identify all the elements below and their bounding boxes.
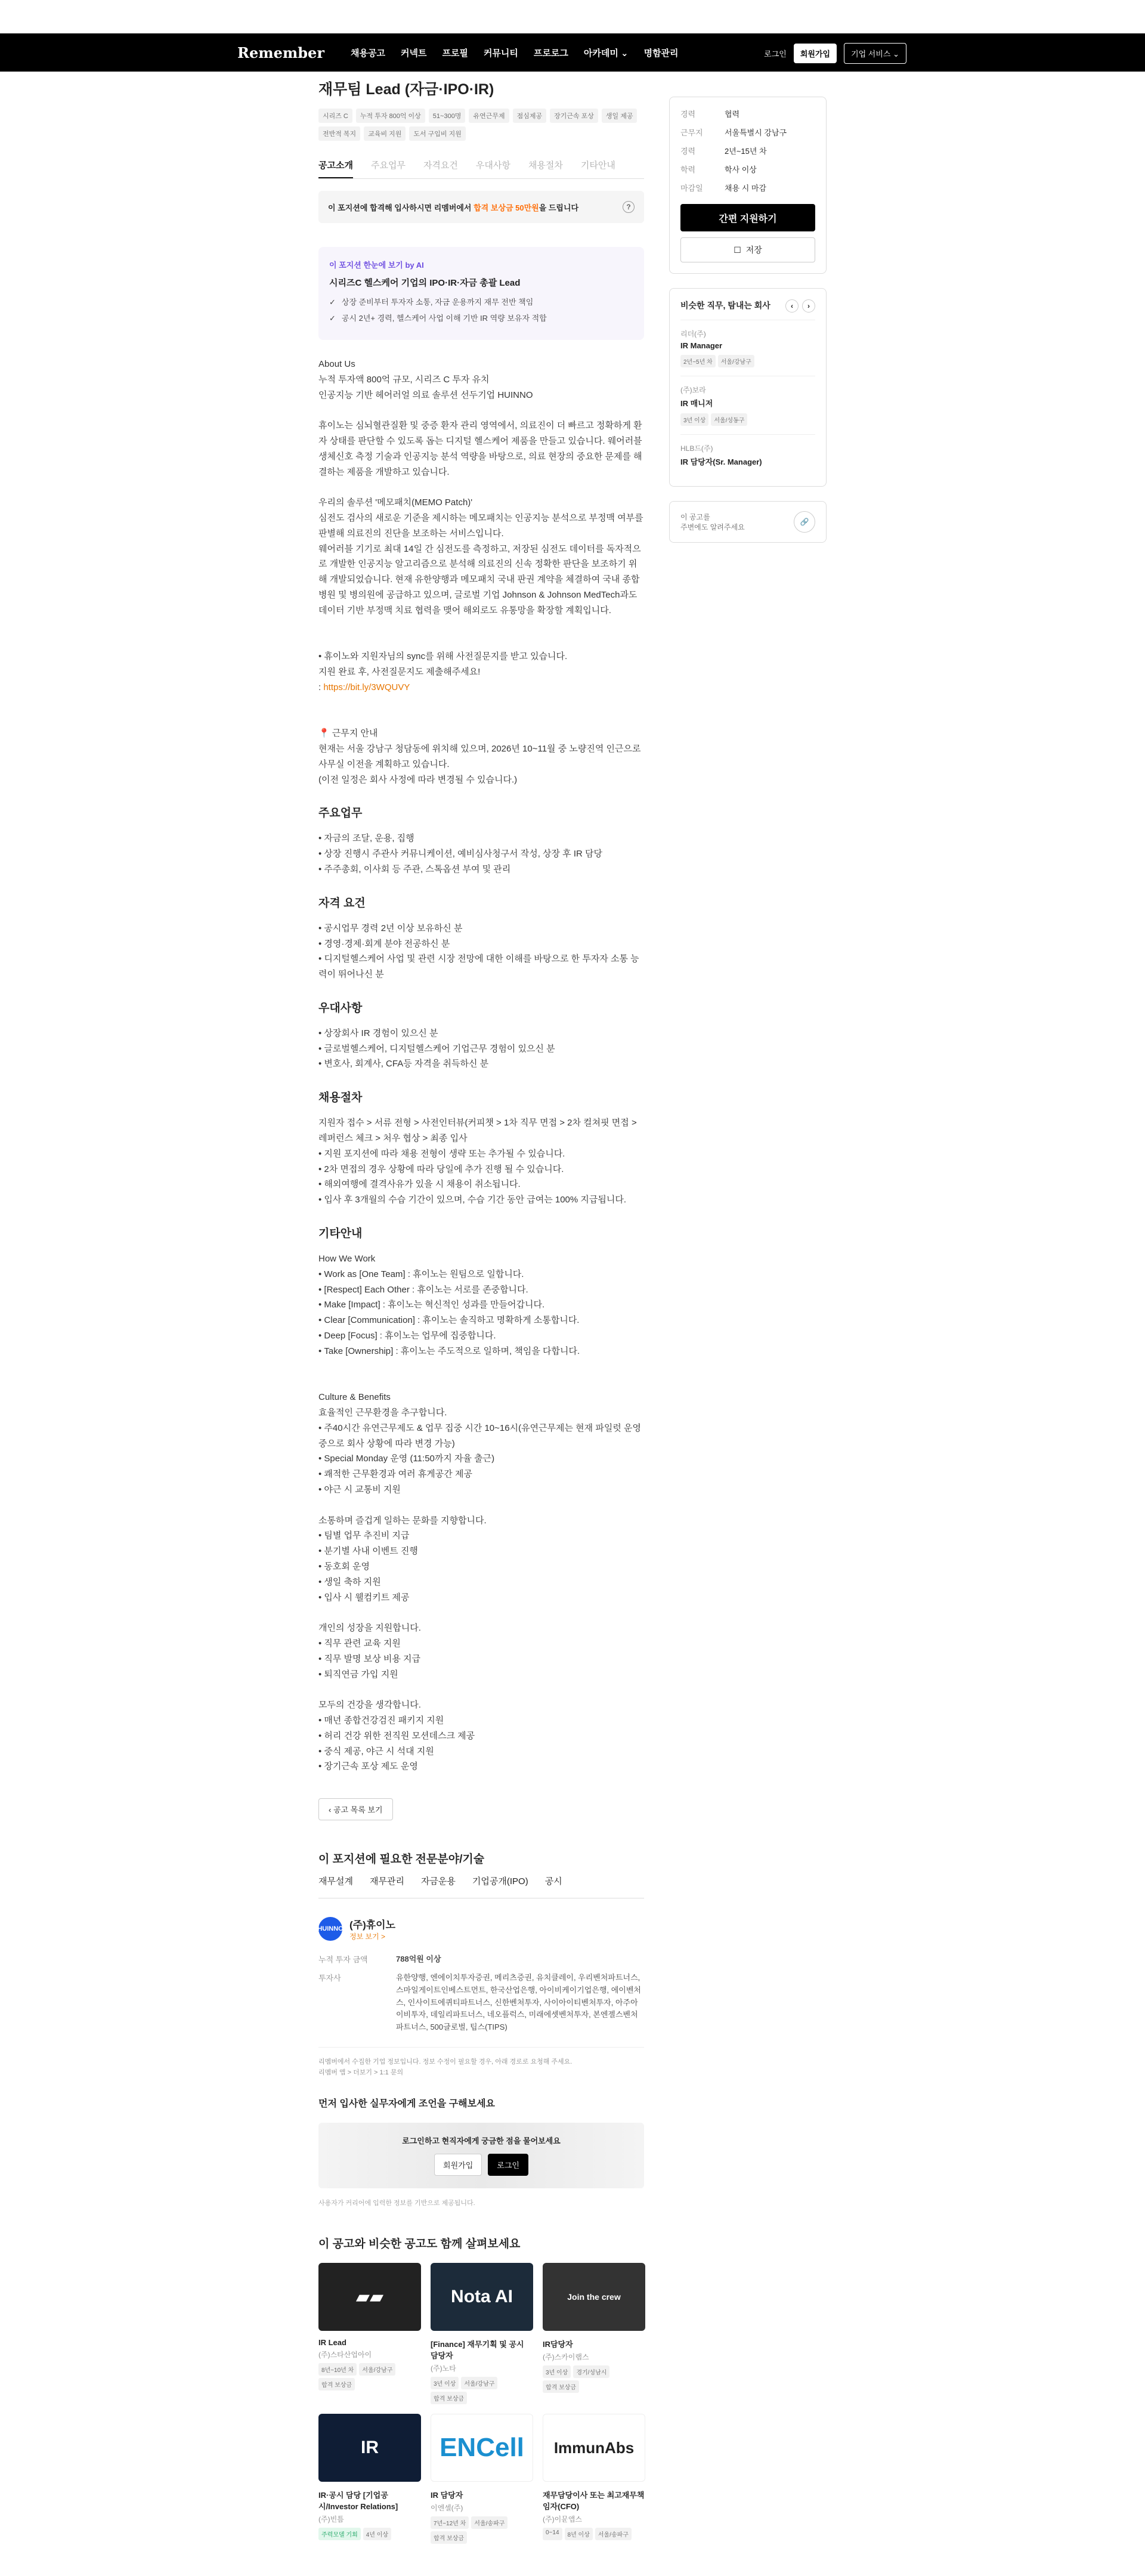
- job-card-title: [Finance] 재무기획 및 공시 담당자: [431, 2340, 524, 2361]
- tab-duties[interactable]: 주요업무: [370, 160, 406, 171]
- invest-label: 누적 투자 금액: [318, 1955, 368, 1965]
- duties-list: • 자금의 조달, 운용, 집행 • 상장 진행시 주관사 커뮤니케이션, 예비심사청구서 작성, 상장 후 IR 담당 • 주주총회, 이사회 등 주관, 스톡옵션 부여 및 관리: [318, 833, 602, 874]
- tag: 전반적 복지: [318, 126, 360, 141]
- job-card-title: IR·공시 담당 [기업공시/Investor Relations]: [318, 2491, 398, 2512]
- back-to-list-button[interactable]: ‹ 공고 목록 보기: [318, 1798, 393, 1820]
- help-icon[interactable]: ?: [623, 201, 635, 213]
- tab-intro[interactable]: 공고소개: [318, 159, 353, 178]
- company-logo: HUINNO: [318, 1917, 342, 1941]
- ai-point: ✓ 공시 2년+ 경력, 헬스케어 사업 이해 기반 IR 역량 보유자 적합: [329, 312, 633, 323]
- job-card-title: IR Lead: [318, 2338, 346, 2348]
- similar-company-item[interactable]: [680, 434, 815, 475]
- share-box: [669, 501, 827, 543]
- signup-button[interactable]: 회원가입: [794, 44, 837, 63]
- nav-profile[interactable]: 프로필: [442, 48, 468, 58]
- ai-summary: [318, 247, 644, 340]
- job-card-company: (주)노타: [431, 2364, 456, 2373]
- advice-signup-button[interactable]: 회원가입: [434, 2154, 482, 2176]
- job-card[interactable]: [318, 2263, 421, 2404]
- job-card-tag: 합격 보상금: [543, 2380, 579, 2393]
- nav-connect[interactable]: 커넥트: [400, 48, 427, 58]
- company-name[interactable]: (주)휴이노: [349, 1919, 396, 1931]
- job-card-tag: 경기/성남시: [573, 2365, 609, 2378]
- similar-job-title: IR 매니저: [680, 399, 713, 408]
- job-card-image: ImmunAbs: [543, 2414, 645, 2482]
- bonus-amount: 합격 보상금 50만원: [474, 203, 539, 212]
- tab-qualifications[interactable]: 자격요건: [423, 160, 458, 171]
- skills-heading: 이 포지션에 필요한 전문분야/기술: [318, 1853, 485, 1866]
- job-card-tag: 합격 보상금: [431, 2392, 467, 2404]
- info-label: 경력: [680, 147, 696, 156]
- invest-value: 788억원 이상: [396, 1955, 441, 1964]
- ai-summary-heading: 이 포지션 한눈에 보기 by AI: [329, 261, 424, 270]
- similar-jobs-heading: 이 공고와 비슷한 공고도 함께 살펴보세요: [318, 2238, 521, 2251]
- page-title: 재무팀 Lead (자금·IPO·IR): [318, 81, 494, 98]
- save-button[interactable]: [680, 237, 815, 262]
- similar-job-tag: 서울/강남구: [718, 355, 754, 367]
- job-card-company: (주)스카이랩스: [543, 2353, 589, 2362]
- job-card-tag: 3년 이상: [431, 2377, 459, 2389]
- job-card-tag: 0~14: [543, 2528, 562, 2540]
- info-label: 학력: [680, 165, 696, 174]
- job-card-tag: 8년 이상: [565, 2528, 593, 2540]
- job-intro: [318, 357, 644, 787]
- similar-company: (주)보라: [680, 386, 706, 394]
- tab-preferences[interactable]: 우대사항: [475, 160, 510, 171]
- job-card-image: ▰▰: [318, 2263, 421, 2331]
- prefs-heading: 우대사항: [318, 1001, 363, 1015]
- job-card-title: IR 담당자: [431, 2491, 463, 2500]
- remember-logo[interactable]: Remember: [237, 44, 324, 61]
- job-tags: [318, 109, 644, 141]
- process-list: 지원자 접수 > 서류 전형 > 사전인터뷰(커피챗 > 1차 직무 면접 > 2차 컬쳐핏 면접 > 레퍼런스 체크 > 처우 협상 > 최종 입사 • 지원 포지션에 따라 채용 전형이 생략 또는 추가될 수 있습니다. • 2차 면접의 경우 상황에 따라 당일에 추가 진행 될 수 있습니다. • 해외여행에 결격사유가 있을 시 채용이 취소됩니다. • 입사 후 3개월의 수습 기간이 있으며, 수습 기간 동안 급여는 100% 지급됩니다.: [318, 1118, 637, 1205]
- bonus-text-end: 을 드립니다: [539, 203, 579, 212]
- skills-list: [318, 1875, 644, 1898]
- job-card-tag: 서울/강남구: [359, 2363, 395, 2376]
- share-text: 이 공고를 주변에도 알려주세요: [680, 513, 745, 531]
- tag: 51~300명: [429, 109, 466, 123]
- job-card-company: 이엔셀(주): [431, 2504, 463, 2513]
- similar-companies-box: [669, 288, 827, 487]
- tag: 도서 구입비 지원: [409, 126, 466, 141]
- job-main: [318, 78, 644, 2544]
- tab-process[interactable]: 채용절차: [528, 160, 563, 171]
- etc-list: How We Work • Work as [One Team] : 휴이노는 원팀으로 일합니다. • [Respect] Each Other : 휴이노는 서로를 존중합니다. • Make [Impact] : 휴이노는 혁신적인 성과를 만들어갑니다. • Clear [Communication] : 휴이노는 솔직하고 명확하게 소통합니다. • Deep [Focus] : 휴이노는 업무에 집중합니다. • Take [Ownership] : 휴이노는 주도적으로 일하며, 책임을 다합니다. Culture & Benefits 효율적인 근무환경을 추구합니다. • 주40시간 유연근무제도 & 업무 집중 시간 10~16시(유연근무제는 현재 파일럿 운영중으로 회사 상황에 따라 변경 가능) • Special Monday 운영 (11:50까지 자율 출근) • 쾌적한 근무환경과 여러 휴게공간 제공 • 야근 시 교통비 지원 소통하며 즐겁게 일하는 문화를 지향합니다. • 팀별 업무 추진비 지급 • 분기별 사내 이벤트 진행 • 동호회 운영 • 생일 축하 지원 • 입사 시 웰컴키트 제공 개인의 성장을 지원합니다. • 직무 관련 교육 지원 • 직무 발명 보상 비용 지급 • 퇴직연금 가입 지원 모두의 건강을 생각합니다. • 매년 종합건강검진 패키지 지원 • 허리 건강 위한 전직원 모션데스크 제공 • 중식 제공, 야근 시 석대 지원 • 장기근속 포상 제도 운영: [318, 1254, 641, 1772]
- similar-job-tag: 서울/성동구: [711, 413, 747, 426]
- questionnaire-link[interactable]: https://bit.ly/3WQUVY: [323, 682, 410, 692]
- similar-companies-title: 비슷한 직무, 탐내는 회사: [680, 301, 770, 310]
- tag: 유연근무제: [469, 109, 509, 123]
- info-label: 마감일: [680, 184, 703, 193]
- company-card: [318, 1916, 644, 2078]
- ai-point: ✓ 상장 준비부터 투자자 소통, 자금 운용까지 재무 전반 책임: [329, 296, 633, 307]
- job-card-tag: 서울/강남구: [461, 2377, 497, 2389]
- bookmark-icon: ☐: [734, 245, 741, 255]
- similar-company: 리더(주): [680, 330, 706, 338]
- advice-message: 로그인하고 현직자에게 궁금한 점을 물어보세요: [402, 2136, 561, 2146]
- intro-text: About Us 누적 투자액 800억 규모, 시리즈 C 투자 유치 인공지능 기반 헤어러얼 의료 솔루션 선두기업 HUINNO 휴이노는 심뇌혈관질환 및 중증 환자 관리 영역에서, 의료진이 더 빠르고 정확하게 환자 상태를 판단할 수 있도록 돕는 디지털 헬스케어 제품을 만들고 있습니다. 웨어러블 생체신호 측정 기술과 인공지능 분석 역량을 바탕으로, 의료 현장의 중요한 문제를 해결하는 제품을 개발하고 있습니다. 우리의 솔루션 '메모패치(MEMO Patch)' 심전도 검사의 새로운 기준을 제시하는 메모패치는 인공지능 분석으로 부정맥 여부를 판별해 의료진의 진단을 보조하는 서비스입니다. 웨어러블 기기로 최대 14일 간 심전도를 측정하고, 저장된 심전도 데이터를 독자적으로 개발한 인공지능 알고리즘으로 분석해 의료진의 신속 정확한 판단을 보조하기 위해 개발되었습니다. 현재 유한양행과 메모패치 국내 판권 계약을 체결하여 국내 종합병원 및 병의원에 공급하고 있으며, 글로벌 기업 Johnson & Johnson MedTech과도 데이터 기반 부정맥 치료 협력을 맺어 해외로도 유통망을 확장할 계획입니다. • 휴이노와 지원자님의 sync를 위해 사전질문지를 받고 있습니다. 지원 완료 후, 사전질문지도 제출해주세요! :: [318, 359, 643, 692]
- info-value: 서울특별시 강남구: [725, 128, 787, 137]
- company-more-link[interactable]: 정보 보기 >: [349, 1932, 386, 1941]
- info-value: 협력: [725, 110, 740, 119]
- investor-label: 투자사: [318, 1973, 341, 1983]
- login-link[interactable]: 로그인: [764, 50, 787, 58]
- process-heading: 채용절차: [318, 1091, 363, 1105]
- tag: 점심제공: [513, 109, 547, 123]
- similar-job-tag: 3년 이상: [680, 413, 708, 426]
- job-card[interactable]: [431, 2414, 533, 2544]
- job-card-image: ENCell: [431, 2414, 533, 2482]
- similar-company-item[interactable]: [680, 376, 815, 434]
- info-value: 채용 시 마감: [725, 184, 767, 193]
- advice-note: 사용자가 커리어에 입력한 정보를 기반으로 제공됩니다.: [318, 2200, 475, 2207]
- nav-prolog[interactable]: 프로로그: [533, 48, 568, 58]
- tag: 시리즈 C: [318, 109, 352, 123]
- main-nav: [351, 33, 679, 72]
- etc-heading: 기타안내: [318, 1227, 363, 1241]
- job-card-tag: 서울/송파구: [595, 2528, 632, 2540]
- job-card-tag: 합격 보상금: [431, 2531, 467, 2544]
- job-card-tag: 4년 이상: [363, 2528, 391, 2540]
- job-card-company: (주)빈틈: [318, 2515, 344, 2524]
- company-note: 리멤버에서 수집한 기업 정보입니다. 정보 수정이 필요할 경우, 아래 경로로 요청해 주세요. 리멤버 앱 > 더보기 > 1:1 문의: [318, 2047, 644, 2078]
- location-text: 📍 근무지 안내 현재는 서울 강남구 청담동에 위치해 있으며, 2026년 10~11월 중 노량진역 인근으로 사무실 이전을 계획하고 있습니다. (이전 일정은 회사 사정에 따라 변경될 수 있습니다.): [318, 728, 641, 785]
- job-card-tag: 서울/송파구: [471, 2516, 507, 2529]
- similar-job-title: IR 담당자(Sr. Manager): [680, 457, 762, 466]
- bonus-text: 이 포지션에 합격해 입사하시면 리멤버에서: [328, 203, 474, 212]
- info-value: 2년~15년 차: [725, 147, 767, 156]
- quals-list: • 공시업무 경력 2년 이상 보유하신 분 • 경영·경제·회계 분야 전공하신 분 • 디지털헬스케어 사업 및 관련 시장 전망에 대한 이해를 바탕으로 한 투자자 소통 능력이 뛰어나신 분: [318, 923, 639, 980]
- job-card-image: IR: [318, 2414, 421, 2482]
- advice-heading: 먼저 입사한 실무자에게 조언을 구해보세요: [318, 2099, 495, 2110]
- job-card-tag: 7년~12년 차: [431, 2516, 469, 2529]
- job-card[interactable]: [318, 2414, 421, 2544]
- job-card-tag: 3년 이상: [543, 2365, 571, 2378]
- nav-academy[interactable]: 아카데미 ⌄: [583, 48, 629, 58]
- job-card[interactable]: [431, 2263, 533, 2404]
- tag: 교육비 지원: [364, 126, 406, 141]
- nav-community[interactable]: 커뮤니티: [483, 48, 518, 58]
- sidebar: [669, 97, 827, 543]
- job-card-title: 재무담당이사 또는 최고재무책임자(CFO): [543, 2491, 645, 2512]
- apply-button[interactable]: 간편 지원하기: [680, 204, 815, 231]
- similar-job-tag: 2년~5년 차: [680, 355, 716, 367]
- skill-chip[interactable]: 자금운용: [420, 1876, 456, 1887]
- nav-card-manage[interactable]: 명함관리: [643, 48, 679, 58]
- job-card-company: (주)스타산업아이: [318, 2351, 372, 2359]
- tag: 생일 제공: [602, 109, 638, 123]
- advice-locked-panel: [318, 2123, 644, 2188]
- save-label: 저장: [745, 245, 762, 255]
- job-card-tag: 합격 보상금: [318, 2378, 355, 2391]
- back-label: 공고 목록 보기: [333, 1805, 383, 1815]
- job-card-image: Nota AI: [431, 2263, 533, 2331]
- enterprise-button[interactable]: 기업 서비스 ⌄: [844, 43, 906, 64]
- section-tabs: [318, 159, 644, 179]
- top-navigation: [0, 33, 1145, 72]
- investor-list: 유한양행, 엔에이치투자증권, 메리츠증권, 유치클레이, 우리벤처파트너스, 스마일게이트인베스트먼트, 한국산업은행, 아이비케이기업은행, 에이벤처스, 인사이트에퀴티파트너스, 신한벤처투자, 사이아이티벤처투자, 아주아이비투자, 데일리파트너스, 네오플럭스, 미래에셋벤처투자, 본엔젤스벤처파트너스, 500글로벌, 팁스(TIPS): [396, 1972, 641, 2032]
- skill-chip[interactable]: 재무관리: [369, 1876, 404, 1887]
- tag: 누적 투자 800억 이상: [356, 109, 425, 123]
- hire-bonus-banner: [318, 191, 644, 223]
- similar-company-item[interactable]: [680, 320, 815, 376]
- job-card[interactable]: [543, 2414, 645, 2544]
- job-card-tag: 8년~10년 차: [318, 2363, 357, 2376]
- skill-chip[interactable]: 공시: [544, 1876, 562, 1887]
- job-card[interactable]: [543, 2263, 645, 2404]
- chevron-right-icon[interactable]: ›: [802, 299, 815, 313]
- chevron-left-icon[interactable]: ‹: [785, 299, 799, 313]
- quals-heading: 자격 요건: [318, 896, 366, 910]
- tag: 장기근속 포상: [550, 109, 598, 123]
- advice-login-button[interactable]: 로그인: [488, 2154, 528, 2176]
- job-summary-box: [669, 97, 827, 274]
- tab-etc[interactable]: 기타안내: [580, 160, 615, 171]
- info-label: 근무지: [680, 128, 703, 137]
- job-card-title: IR담당자: [543, 2340, 573, 2349]
- nav-jobs[interactable]: 채용공고: [351, 48, 385, 58]
- similar-company: HLB드(주): [680, 444, 713, 453]
- info-label: 경력: [680, 110, 696, 119]
- job-card-company: (주)이뮨앱스: [543, 2515, 582, 2524]
- duties-heading: 주요업무: [318, 807, 363, 820]
- info-value: 학사 이상: [725, 165, 757, 174]
- job-card-tag: 주력모델 기회: [318, 2528, 361, 2540]
- job-card-image: Join the crew: [543, 2263, 645, 2331]
- skill-chip[interactable]: 재무설계: [318, 1876, 353, 1887]
- prefs-list: • 상장회사 IR 경험이 있으신 분 • 글로벌헬스케어, 디지털헬스케어 기업근무 경험이 있으신 분 • 변호사, 회계사, CFA등 자격을 취득하신 분: [318, 1028, 555, 1069]
- ai-summary-title: 시리즈C 헬스케어 기업의 IPO·IR·자금 총괄 Lead: [329, 278, 521, 288]
- link-icon[interactable]: 🔗: [794, 511, 815, 533]
- skill-chip[interactable]: 기업공개(IPO): [472, 1876, 528, 1887]
- similar-jobs-grid: [318, 2263, 644, 2544]
- similar-job-title: IR Manager: [680, 341, 723, 350]
